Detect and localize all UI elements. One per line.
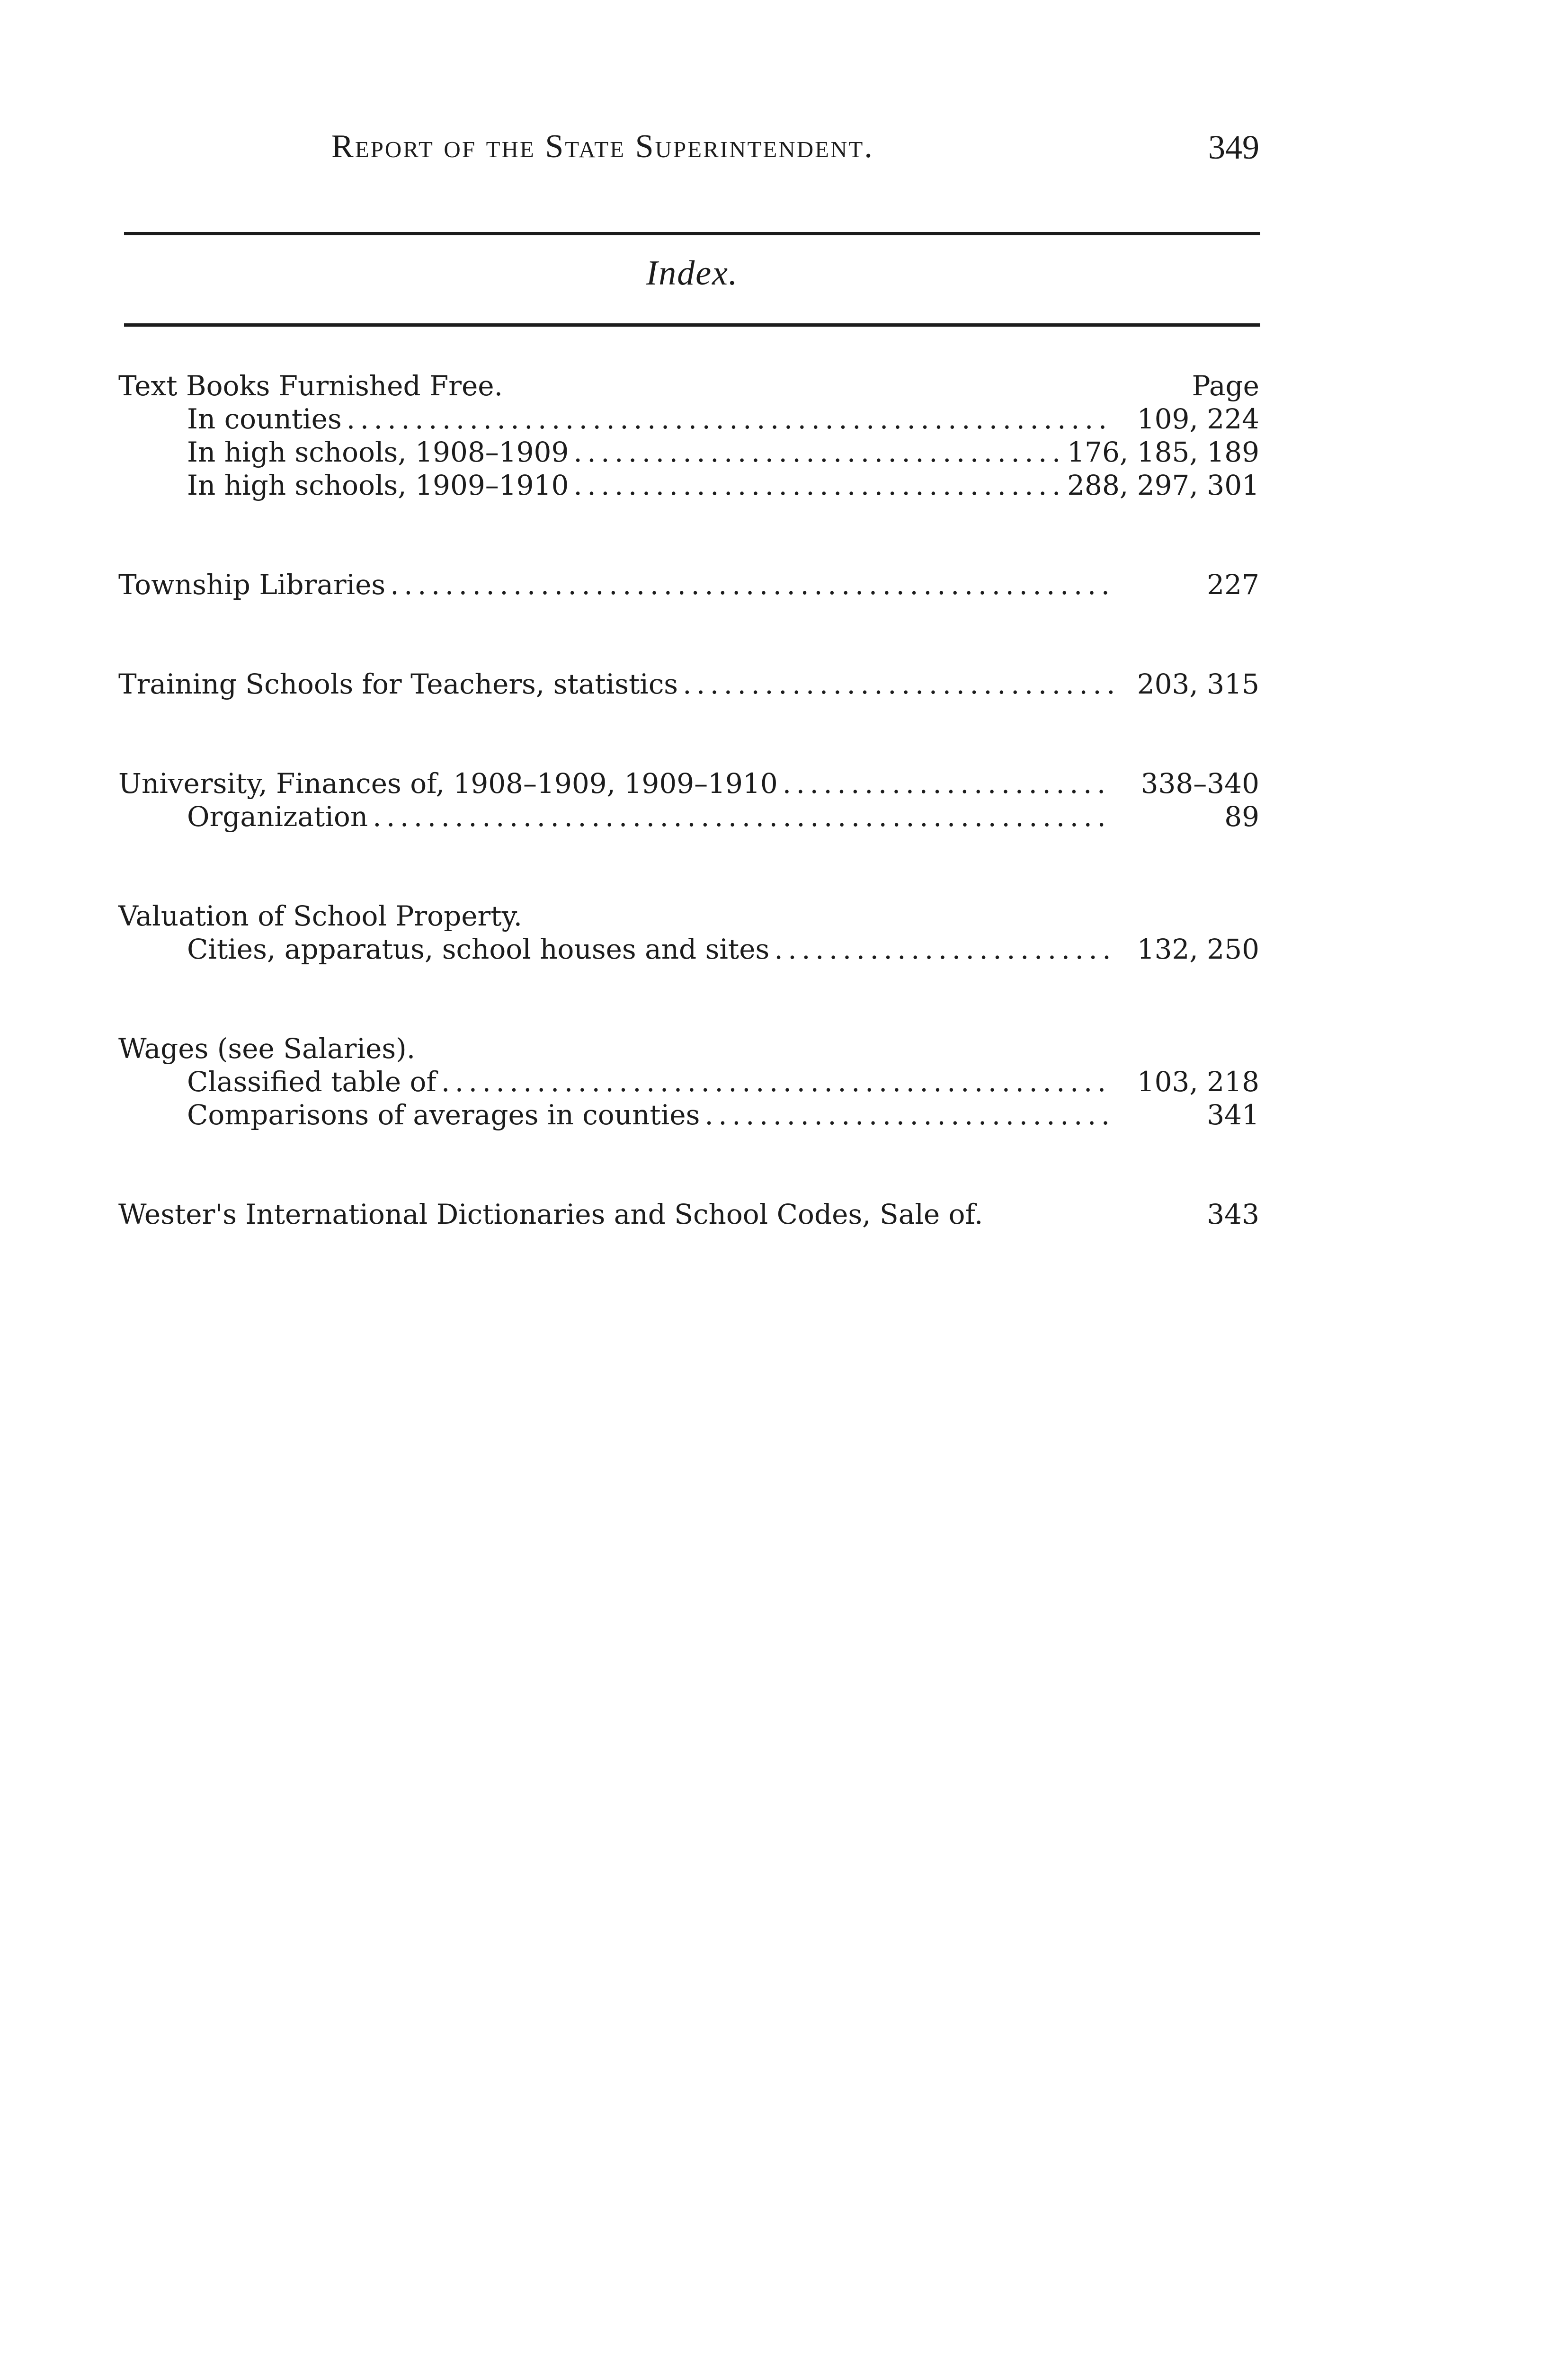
subentry-pages: 103, 218	[1137, 1066, 1259, 1098]
page-number: 349	[1208, 128, 1259, 166]
subentry-label: In high schools, 1909–1910	[187, 469, 569, 501]
index-heading-row	[118, 369, 1259, 402]
index-subentry	[118, 933, 1259, 966]
entry-label: University, Finances of, 1908–1909, 1909–1910	[118, 767, 778, 800]
dot-leader	[347, 402, 1113, 436]
index-entries	[118, 369, 1259, 1231]
subentry-label: Organization	[187, 801, 368, 833]
entry-label: Township Libraries	[118, 569, 386, 601]
entry-pages: 343	[1207, 1198, 1259, 1230]
index-subentry	[118, 469, 1259, 502]
index-group-township-libraries	[118, 568, 1259, 601]
index-entry	[118, 568, 1259, 601]
subentry-label: Cities, apparatus, school houses and sites	[187, 933, 770, 965]
dot-leader	[704, 1098, 1113, 1131]
index-group-valuation	[118, 899, 1259, 966]
index-subentry	[118, 800, 1259, 833]
dot-leader	[373, 800, 1113, 833]
index-subentry	[118, 436, 1259, 469]
subentry-label: Comparisons of averages in counties	[187, 1099, 700, 1131]
page-column-label: Page	[1192, 370, 1259, 402]
index-heading: Text Books Furnished Free.	[118, 370, 503, 402]
dot-leader	[683, 667, 1113, 701]
index-subentry	[118, 1065, 1259, 1098]
page-header	[123, 128, 1259, 175]
index-entry	[118, 667, 1259, 701]
top-rule	[124, 232, 1260, 235]
index-heading: Wages (see Salaries).	[118, 1032, 416, 1065]
subentry-pages: 288, 297, 301	[1067, 469, 1259, 501]
subentry-pages: 89	[1224, 801, 1259, 833]
entry-label: Wester's International Dictionaries and School Codes, Sale of.	[118, 1198, 983, 1230]
index-title: Index.	[646, 254, 739, 293]
running-head: Report of the State Superintendent.	[331, 128, 874, 165]
index-group-text-books	[118, 369, 1259, 502]
entry-pages: 227	[1207, 569, 1259, 601]
subentry-pages: 132, 250	[1137, 933, 1259, 965]
subentry-label: In high schools, 1908–1909	[187, 436, 569, 468]
index-heading: Valuation of School Property.	[118, 900, 523, 932]
dot-leader	[783, 767, 1113, 800]
index-entry	[118, 1198, 1259, 1231]
subentry-label: In counties	[187, 403, 342, 435]
dot-leader	[441, 1065, 1113, 1098]
index-subentry	[118, 402, 1259, 436]
subentry-pages: 109, 224	[1137, 403, 1259, 435]
subentry-pages: 176, 185, 189	[1067, 436, 1259, 468]
subentry-pages: 341	[1207, 1099, 1259, 1131]
index-group-wages	[118, 1032, 1259, 1131]
dot-leader	[573, 469, 1062, 502]
dot-leader	[774, 933, 1113, 966]
dot-leader	[573, 436, 1062, 469]
index-group-training-schools	[118, 667, 1259, 701]
bottom-rule	[124, 323, 1260, 327]
subentry-label: Classified table of	[187, 1066, 437, 1098]
entry-pages: 203, 315	[1137, 668, 1259, 700]
index-subentry	[118, 1098, 1259, 1131]
entry-label: Training Schools for Teachers, statistics	[118, 668, 678, 700]
index-group-university	[118, 767, 1259, 833]
dot-leader	[390, 568, 1113, 601]
entry-pages: 338–340	[1140, 767, 1259, 800]
index-group-dictionaries	[118, 1198, 1259, 1231]
index-entry	[118, 767, 1259, 800]
